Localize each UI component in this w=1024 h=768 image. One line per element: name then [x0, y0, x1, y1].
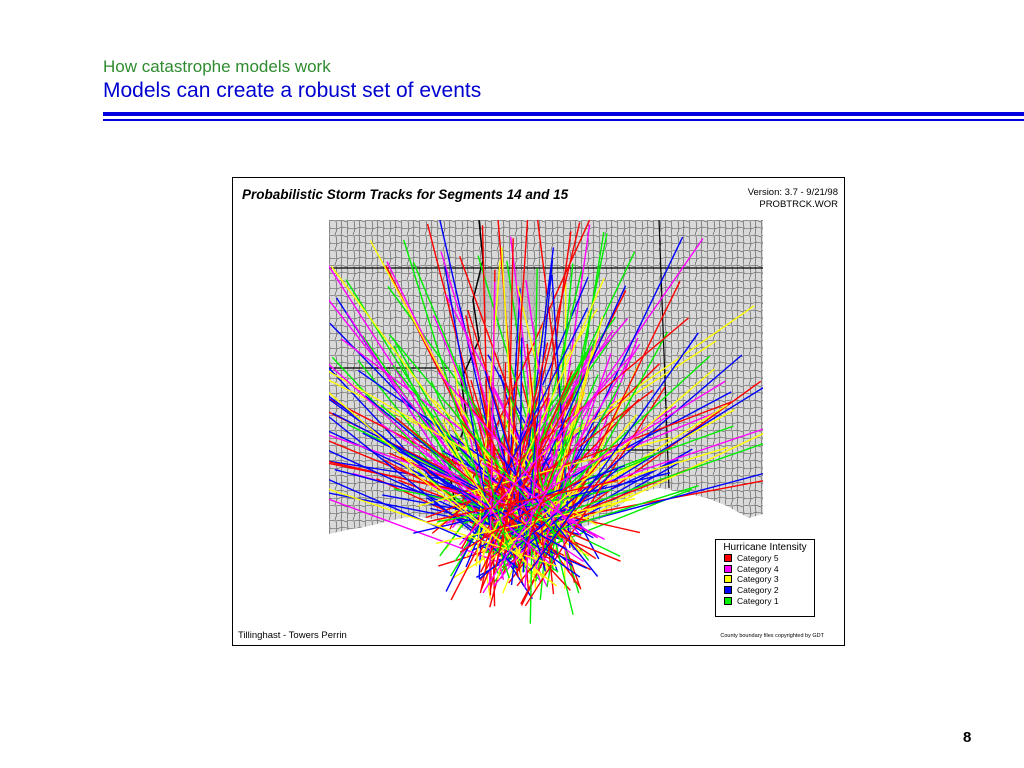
legend-swatch	[724, 586, 732, 594]
figure-version: Version: 3.7 - 9/21/98	[747, 187, 838, 198]
figure-version-block	[748, 187, 838, 211]
slide-kicker: How catastrophe models work	[103, 57, 331, 76]
figure-credit: Tillinghast - Towers Perrin	[238, 630, 347, 641]
legend-swatch	[724, 575, 732, 583]
legend-item-category-1	[724, 595, 814, 606]
slide-headline: Models can create a robust set of events	[103, 79, 482, 102]
legend-label: Category 3	[737, 574, 779, 585]
legend-swatch	[724, 554, 732, 562]
header-rule-thin	[103, 119, 1024, 121]
legend-label: Category 4	[737, 563, 779, 574]
header-rule-thick	[103, 112, 1024, 116]
legend-item-category-4	[724, 564, 814, 575]
legend-label: Category 5	[737, 553, 779, 564]
legend-swatch	[724, 565, 732, 573]
legend-title: Hurricane Intensity	[723, 542, 807, 553]
page-number: 8	[963, 729, 972, 746]
legend-item-category-3	[724, 574, 814, 585]
figure-filename: PROBTRCK.WOR	[759, 199, 838, 210]
legend-item-category-5	[724, 553, 814, 564]
legend-label: Category 2	[737, 585, 779, 596]
storm-track-figure	[232, 177, 845, 646]
legend-item-category-2	[724, 585, 814, 596]
legend-swatch	[724, 597, 732, 605]
figure-title: Probabilistic Storm Tracks for Segments 14 and 15	[242, 187, 569, 202]
legend-label: Category 1	[737, 595, 779, 606]
figure-copyright: County boundary files copyrighted by GDT	[720, 633, 824, 639]
intensity-legend	[715, 539, 815, 617]
storm-track-map	[329, 220, 763, 632]
